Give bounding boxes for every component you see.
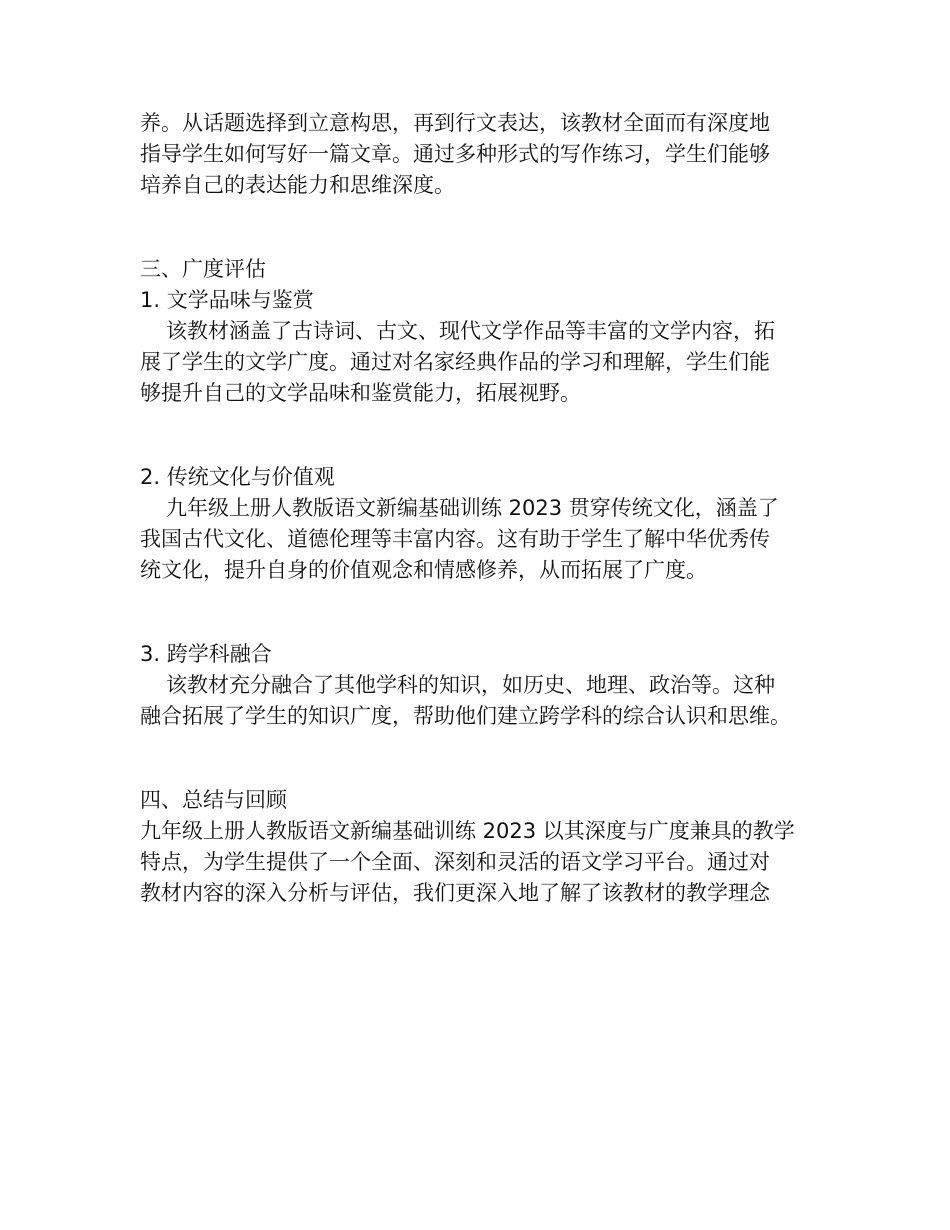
subsection-body-literature xyxy=(140,316,840,409)
paragraph-line: 够提升自己的文学品味和鉴赏能力，拓展视野。 xyxy=(140,381,581,405)
paragraph-line: 统文化，提升自身的价值观念和情感修养，从而拓展了广度。 xyxy=(140,558,707,582)
spacer xyxy=(140,201,840,254)
subsection-body-tradition xyxy=(140,493,840,586)
paragraph-line: 九年级上册人教版语文新编基础训练 2023 贯穿传统文化，涵盖了 xyxy=(166,496,779,520)
spacer xyxy=(140,732,840,785)
paragraph-line: 指导学生如何写好一篇文章。通过多种形式的写作练习，学生们能够 xyxy=(140,142,770,166)
paragraph-line: 我国古代文化、道德伦理等丰富内容。这有助于学生了解中华优秀传 xyxy=(140,527,770,551)
paragraph-line: 教材内容的深入分析与评估，我们更深入地了解了该教材的教学理念 xyxy=(140,881,770,905)
paragraph-line: 特点，为学生提供了一个全面、深刻和灵活的语文学习平台。通过对 xyxy=(140,850,770,874)
spacer xyxy=(140,409,840,462)
paragraph-line: 该教材充分融合了其他学科的知识，如历史、地理、政治等。这种 xyxy=(166,673,775,697)
paragraph-line: 展了学生的文学广度。通过对名家经典作品的学习和理解，学生们能 xyxy=(140,350,770,374)
paragraph-line: 九年级上册人教版语文新编基础训练 2023 以其深度与广度兼具的教学 xyxy=(140,819,795,843)
paragraph-line: 养。从话题选择到立意构思，再到行文表达，该教材全面而有深度地 xyxy=(140,111,770,135)
document-body xyxy=(140,108,840,909)
intro-paragraph xyxy=(140,108,840,201)
section-heading-summary: 四、总结与回顾 xyxy=(140,788,287,812)
subsection-body-interdisciplinary xyxy=(140,670,840,732)
subsection-title-tradition: 2. 传统文化与价值观 xyxy=(140,465,335,489)
paragraph-line: 该教材涵盖了古诗词、古文、现代文学作品等丰富的文学内容，拓 xyxy=(166,319,775,343)
spacer xyxy=(140,586,840,639)
paragraph-line: 培养自己的表达能力和思维深度。 xyxy=(140,173,455,197)
summary-paragraph xyxy=(140,816,840,909)
paragraph-line: 融合拓展了学生的知识广度，帮助他们建立跨学科的综合认识和思维。 xyxy=(140,704,791,728)
subsection-title-interdisciplinary: 3. 跨学科融合 xyxy=(140,642,272,666)
subsection-title-literature: 1. 文学品味与鉴赏 xyxy=(140,288,314,312)
section-heading-breadth: 三、广度评估 xyxy=(140,257,266,281)
